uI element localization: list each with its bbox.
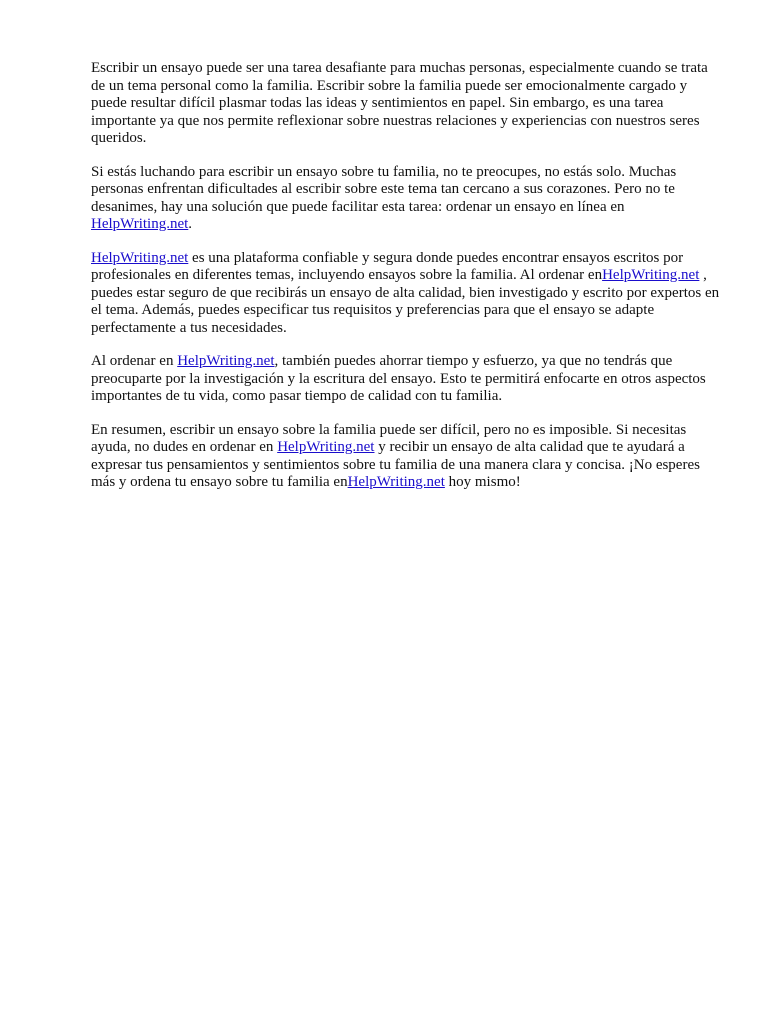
helpwriting-link[interactable]: HelpWriting.net [91,216,189,232]
paragraph-text: Si estás luchando para escribir un ensayo sobre tu familia, no te preocupes, no estás solo. Muchas personas enfrentan dificultades al escribir sobre este tema tan cercano a sus corazones. Pero no te desanimes, hay una solución que puede facilitar esta tarea: ordenar un ensayo en línea en [91,163,677,215]
helpwriting-link[interactable]: HelpWriting.net [602,267,700,283]
document-body [91,60,723,508]
helpwriting-link[interactable]: HelpWriting.net [347,474,445,490]
paragraph-time-saving [91,353,723,406]
paragraph-text: y recibir un ensayo de alta calidad que te ayudará a expresar tus pensamientos y sentimientos sobre tu familia de una manera clara y concisa. ¡No esperes más y ordena tu ensayo sobre tu familia en [91,439,700,490]
paragraph-text: Escribir un ensayo puede ser una tarea desafiante para muchas personas, especialmente cuando se trata de un tema personal como la familia. Escribir sobre la familia puede ser emocionalmente cargado y puede resultar difícil plasmar todas las ideas y sentimientos en papel. Sin embargo, es una tarea importante ya que nos permite reflexionar sobre nuestras relaciones y experiencias con nuestros seres queridos. [91,60,708,146]
paragraph-text: . [188,216,193,232]
paragraph-text: hoy mismo! [444,474,521,490]
paragraph-intro [91,60,723,148]
paragraph-struggle [91,164,723,234]
paragraph-platform [91,250,723,338]
paragraph-text: En resumen, escribir un ensayo sobre la familia puede ser difícil, pero no es imposible. Si necesitas ayuda, no dudes en ordenar en [91,421,687,455]
helpwriting-link[interactable]: HelpWriting.net [277,439,375,455]
paragraph-text: , también puedes ahorrar tiempo y esfuerzo, ya que no tendrás que preocuparte por la investigación y la escritura del ensayo. Esto te permitirá enfocarte en otros aspectos importantes de tu vida, como pasar tiempo de calidad con tu familia. [91,353,706,404]
helpwriting-link[interactable]: HelpWriting.net [91,249,189,266]
paragraph-text: Al ordenar en [91,353,178,369]
paragraph-summary [91,422,723,492]
helpwriting-link[interactable]: HelpWriting.net [177,353,275,369]
paragraph-text: , puedes estar seguro de que recibirás un ensayo de alta calidad, bien investigado y escrito por expertos en el tema. Además, puedes especificar tus requisitos y preferencias para que el ensayo se adapte perfectamente a tus necesidades. [91,267,720,336]
paragraph-text: es una plataforma confiable y segura donde puedes encontrar ensayos escritos por profesionales en diferentes temas, incluyendo ensayos sobre la familia. Al ordenar en [91,249,684,283]
